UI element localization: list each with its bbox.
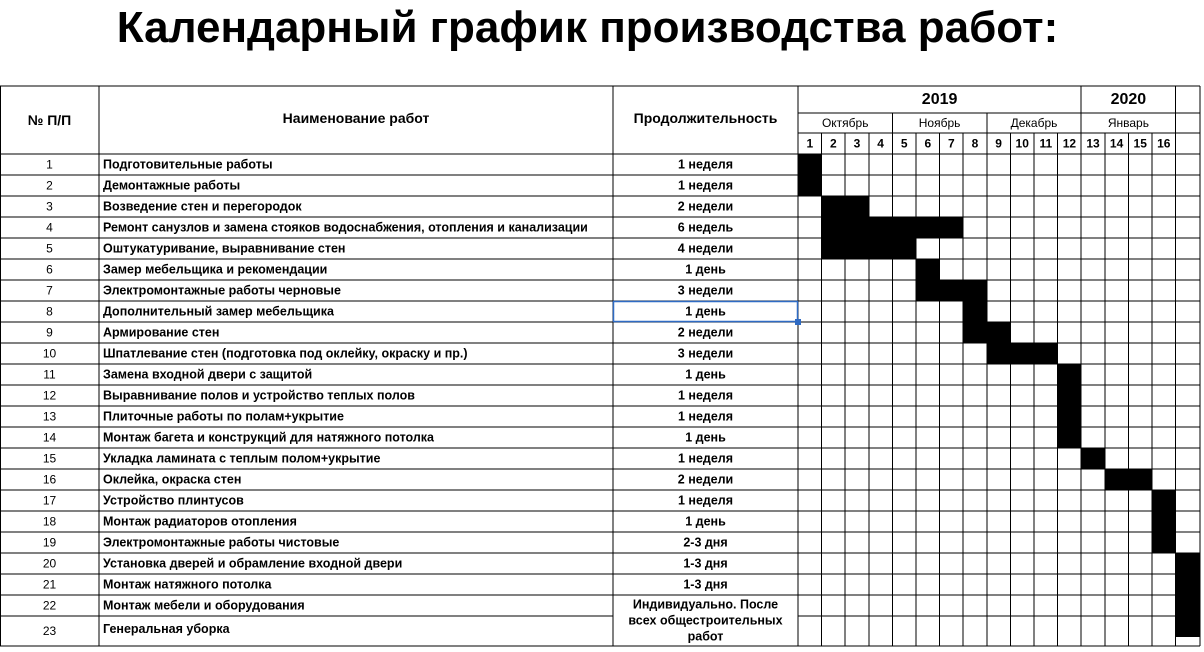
- gantt-bar: [845, 196, 869, 217]
- task-number: 8: [46, 304, 53, 319]
- gantt-bar: [940, 280, 964, 301]
- gantt-bar: [916, 259, 940, 280]
- task-name: Плиточные работы по полам+укрытие: [103, 409, 344, 424]
- merged-duration-text: работ: [687, 629, 724, 644]
- task-name: Демонтажные работы: [103, 178, 241, 193]
- task-name: Шпатлевание стен (подготовка под оклейку, окраску и пр.): [103, 346, 468, 361]
- week-number: 8: [971, 136, 979, 151]
- gantt-bar: [1010, 343, 1034, 364]
- gantt-bar: [822, 238, 846, 259]
- gantt-bar: [1034, 343, 1058, 364]
- gantt-bar: [1058, 406, 1082, 427]
- task-number: 7: [46, 283, 53, 298]
- gantt-bar: [916, 280, 940, 301]
- task-duration: 1-3 дня: [683, 556, 728, 571]
- gantt-bar: [1152, 511, 1176, 532]
- month-label: Январь: [1107, 116, 1149, 130]
- week-number: 13: [1086, 136, 1100, 151]
- task-duration: 4 недели: [677, 241, 734, 256]
- task-number: 16: [42, 472, 57, 487]
- task-number: 12: [42, 388, 57, 403]
- task-duration: 1 день: [685, 304, 726, 319]
- gantt-bar: [822, 196, 846, 217]
- week-number: 11: [1039, 136, 1053, 151]
- week-number: 4: [877, 136, 884, 151]
- merged-duration-text: всех общестроительных: [628, 613, 783, 628]
- task-name: Оштукатуривание, выравнивание стен: [103, 241, 346, 256]
- gantt-bar: [1176, 553, 1200, 574]
- task-number: 4: [46, 220, 53, 235]
- gantt-bar: [916, 217, 940, 238]
- task-name: Устройство плинтусов: [103, 493, 244, 508]
- gantt-bar: [963, 301, 987, 322]
- task-duration: 2 недели: [677, 472, 734, 487]
- task-number: 22: [42, 598, 57, 613]
- task-duration: 3 недели: [677, 346, 734, 361]
- gantt-bar: [1152, 532, 1176, 553]
- week-number: 12: [1062, 136, 1077, 151]
- task-duration: 1 день: [685, 367, 726, 382]
- gantt-bar: [798, 154, 822, 175]
- gantt-bar: [1058, 427, 1082, 448]
- gantt-bar: [987, 343, 1011, 364]
- month-label: Ноябрь: [918, 116, 961, 130]
- task-name: Монтаж натяжного потолка: [103, 577, 272, 592]
- week-number: 1: [806, 136, 814, 151]
- task-duration: 1 неделя: [677, 388, 734, 403]
- task-number: 18: [42, 514, 57, 529]
- gantt-bar: [869, 217, 893, 238]
- merged-duration-text: Индивидуально. После: [632, 597, 779, 612]
- fill-handle: [795, 319, 801, 325]
- task-number: 23: [42, 624, 57, 638]
- gantt-bar: [1128, 469, 1152, 490]
- task-number: 9: [46, 325, 53, 340]
- task-duration: 1 неделя: [677, 493, 734, 508]
- header-num: № П/П: [27, 112, 72, 128]
- task-number: 2: [46, 178, 53, 193]
- task-number: 10: [42, 346, 57, 361]
- task-duration: 1 неделя: [677, 157, 734, 172]
- gantt-bar: [1105, 469, 1129, 490]
- gantt-bar: [963, 280, 987, 301]
- task-duration: 1 день: [685, 430, 726, 445]
- week-number: 7: [948, 136, 955, 151]
- gantt-bar: [1152, 490, 1176, 511]
- task-name: Ремонт санузлов и замена стояков водоснабжения, отопления и канализации: [103, 220, 588, 235]
- task-name: Генеральная уборка: [103, 622, 230, 636]
- gantt-bar: [1081, 448, 1105, 469]
- task-duration: 6 недель: [677, 220, 734, 235]
- task-number: 17: [42, 493, 57, 508]
- task-name: Армирование стен: [103, 325, 220, 340]
- task-number: 5: [46, 241, 53, 256]
- task-name: Замена входной двери с защитой: [103, 367, 313, 382]
- task-number: 3: [46, 199, 53, 214]
- task-number: 19: [42, 535, 57, 550]
- task-duration: 2 недели: [677, 325, 734, 340]
- task-duration: 1 день: [685, 514, 726, 529]
- gantt-bar: [892, 238, 916, 259]
- task-name: Укладка ламината с теплым полом+укрытие: [103, 451, 381, 466]
- week-number: 14: [1109, 136, 1124, 151]
- task-name: Возведение стен и перегородок: [103, 199, 302, 214]
- week-number: 9: [995, 136, 1002, 151]
- task-name: Монтаж мебели и оборудования: [103, 598, 305, 613]
- task-number: 13: [42, 409, 57, 424]
- gantt-bar: [869, 238, 893, 259]
- task-name: Монтаж багета и конструкций для натяжного потолка: [103, 430, 434, 445]
- gantt-bar: [987, 322, 1011, 343]
- task-name: Оклейка, окраска стен: [103, 472, 242, 487]
- task-name: Установка дверей и обрамление входной двери: [103, 556, 403, 571]
- week-number: 2: [830, 136, 837, 151]
- task-number: 14: [42, 430, 57, 445]
- task-duration: 2 недели: [677, 199, 734, 214]
- week-number: 5: [900, 136, 908, 151]
- gantt-bar: [1176, 574, 1200, 595]
- task-duration: 1 неделя: [677, 409, 734, 424]
- week-number: 10: [1015, 136, 1029, 151]
- gantt-bar: [1176, 595, 1200, 616]
- week-number: 3: [853, 136, 861, 151]
- month-label: Декабрь: [1010, 116, 1058, 130]
- task-duration: 1 день: [685, 262, 726, 277]
- gantt-bar: [798, 175, 822, 196]
- task-number: 1: [46, 157, 53, 172]
- week-number: 15: [1133, 136, 1147, 151]
- year-label: 2019: [921, 91, 958, 108]
- task-number: 6: [46, 262, 53, 277]
- header-name: Наименование работ: [282, 110, 430, 126]
- task-duration: 2-3 дня: [683, 535, 728, 550]
- gantt-bar: [963, 322, 987, 343]
- task-duration: 1 неделя: [677, 178, 734, 193]
- task-number: 15: [42, 451, 57, 466]
- gantt-bar: [1176, 616, 1200, 637]
- gantt-bar: [1058, 385, 1082, 406]
- year-label: 2020: [1110, 91, 1147, 108]
- gantt-bar: [892, 217, 916, 238]
- task-duration: 3 недели: [677, 283, 734, 298]
- gantt-bar: [1058, 364, 1082, 385]
- week-number: 6: [924, 136, 932, 151]
- gantt-bar: [845, 238, 869, 259]
- gantt-bar: [845, 217, 869, 238]
- task-name: Электромонтажные работы чистовые: [103, 535, 340, 550]
- task-name: Замер мебельщика и рекомендации: [103, 262, 328, 277]
- task-number: 11: [43, 367, 56, 382]
- task-duration: 1 неделя: [677, 451, 734, 466]
- task-duration: 1-3 дня: [683, 577, 728, 592]
- task-name: Выравнивание полов и устройство теплых полов: [103, 388, 415, 403]
- page-title: Календарный график производства работ:: [116, 3, 1059, 52]
- task-number: 21: [42, 577, 57, 592]
- header-duration: Продолжительность: [633, 110, 778, 126]
- task-name: Электромонтажные работы черновые: [103, 283, 341, 298]
- month-label: Октябрь: [821, 116, 869, 130]
- task-name: Подготовительные работы: [103, 157, 273, 172]
- task-number: 20: [42, 556, 57, 571]
- gantt-bar: [940, 217, 964, 238]
- gantt-bar: [822, 217, 846, 238]
- week-number: 16: [1157, 136, 1171, 151]
- task-name: Дополнительный замер мебельщика: [103, 304, 334, 319]
- task-name: Монтаж радиаторов отопления: [103, 514, 297, 529]
